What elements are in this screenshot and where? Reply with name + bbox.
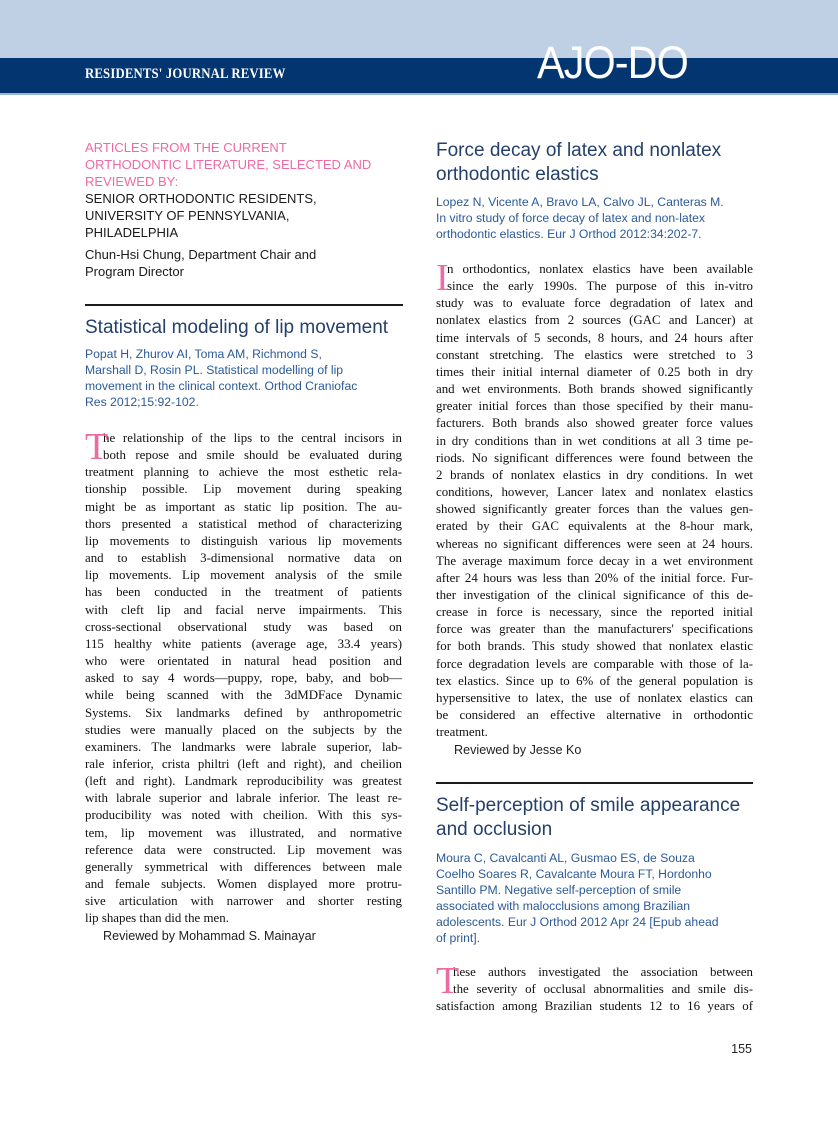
citation-line: Moura C, Cavalcanti AL, Gusmao ES, de Souza [436, 851, 695, 865]
body-line: rale inferior, crista philtri (left and right), and cheilion [85, 756, 402, 771]
body-line: force was greater than the manufacturers' specifications [436, 622, 753, 637]
intro-pink-line: ARTICLES FROM THE CURRENT [85, 140, 287, 155]
divider [85, 304, 403, 306]
article-title [436, 139, 721, 187]
body-line: and wet environments. Both brands showed significantly [436, 382, 753, 397]
drop-cap: T [436, 960, 460, 1002]
intro-chair-line: Chun-Hsi Chung, Department Chair and [85, 247, 317, 262]
body-line: sive articulation with narrower and shorter resting [85, 894, 402, 909]
body-line: generally symmetrical with differences between male [85, 859, 402, 874]
body-line: tionship possible. Lip movement during speaking [85, 482, 402, 497]
body-line: producibility was noted with cheilion. With this sys- [85, 808, 402, 823]
body-line: 2 brands of nonlatex elastics in dry conditions. In wet [436, 467, 753, 482]
body-line: The average maximum force decay in a wet environment [436, 553, 753, 568]
body-line: and to establish 3-dimensional normative data on [85, 551, 402, 566]
intro-block [85, 139, 371, 280]
citation-line: Marshall D, Rosin PL. Statistical modelling of lip [85, 363, 344, 377]
article-title-line: Self-perception of smile appearance [436, 795, 741, 816]
citation-line: In vitro study of force decay of latex and non-latex [436, 211, 705, 225]
article-citation [436, 850, 719, 946]
body-line: both repose and smile should be evaluated during [103, 448, 402, 463]
citation-line: Coelho Soares R, Cavalcante Moura FT, Hordonho [436, 867, 712, 881]
body-line: examiners. The landmarks were labrale superior, lab- [85, 739, 402, 754]
intro-institution-line: UNIVERSITY OF PENNSYLVANIA, [85, 208, 290, 223]
body-line: hese authors investigated the association between [453, 965, 753, 979]
article-title-line: Statistical modeling of lip movement [85, 317, 389, 338]
reviewer-credit: Reviewed by Mohammad S. Mainayar [103, 929, 316, 943]
citation-line: Lopez N, Vicente A, Bravo LA, Calvo JL, Canteras M. [436, 195, 724, 209]
citation-line: of print]. [436, 931, 481, 945]
article-body [436, 960, 753, 1015]
body-line: and female subjects. Women displayed more protru- [85, 877, 402, 892]
citation-line: Popat H, Zhurov AI, Toma AM, Richmond S, [85, 347, 322, 361]
body-line: with labrale superior and labrale inferior. The least re- [85, 791, 402, 806]
header-band-light [0, 0, 838, 58]
article-citation [436, 194, 724, 242]
intro-pink-line: ORTHODONTIC LITERATURE, SELECTED AND [85, 157, 372, 172]
body-line: studies were manually placed on the subjects by the [85, 722, 402, 737]
citation-line: adolescents. Eur J Orthod 2012 Apr 24 [Epub ahead [436, 915, 719, 929]
body-line: (left and right). Landmark reproducibility was greatest [85, 774, 402, 789]
body-line: time intervals of 5 seconds, 8 hours, and 24 hours after [436, 330, 753, 345]
body-line: 115 healthy white patients (average age, 33.4 years) [85, 636, 402, 651]
article-title-line: orthodontic elastics [436, 164, 599, 185]
body-line: force degradation levels are comparable with those of la- [436, 656, 753, 671]
citation-line: Santillo PM. Negative self-perception of smile [436, 883, 682, 897]
body-line: tem, lip movement was illustrated, and normative [85, 825, 402, 840]
body-line: for both brands. This study showed that nonlatex elastic [436, 639, 753, 654]
citation-line: associated with malocclusions among Brazilian [436, 899, 691, 913]
article-body [85, 426, 402, 928]
citation-line: movement in the clinical context. Orthod Craniofac [85, 379, 358, 393]
body-line: reference data were constructed. Lip movement was [85, 842, 402, 857]
body-line: showed significantly greater forces than the values gen- [436, 502, 753, 517]
citation-line: orthodontic elastics. Eur J Orthod 2012:34:202-7. [436, 227, 702, 241]
intro-institution-line: PHILADELPHIA [85, 225, 179, 240]
body-line: satisfaction among Brazilian students 12 to 16 years of [436, 999, 753, 1014]
body-line: conditions, however, Lancer latex and nonlatex elastics [436, 485, 753, 500]
body-line: n orthodontics, nonlatex elastics have been available [447, 262, 753, 276]
article-title-line: Force decay of latex and nonlatex [436, 140, 722, 161]
intro-chair-line: Program Director [85, 264, 184, 279]
body-line: lip movements. Lip movement analysis of the smile [85, 568, 402, 583]
body-line: be considered an effective alternative in orthodontic [436, 708, 753, 723]
journal-logo: AJO-DO [537, 37, 688, 88]
body-line: facturers. Both brands also showed greater force values [436, 416, 753, 431]
page-number: 155 [731, 1042, 752, 1056]
body-line: crease in force is necessary, since the reported initial [436, 605, 753, 620]
body-line: treatment planning to achieve the most esthetic rela- [85, 465, 402, 480]
body-line: cross-sectional observational study was based on [85, 619, 402, 634]
body-line: riods. No significant differences were found between the [436, 450, 753, 465]
body-line: tex elastics. Since up to 6% of the general population is [436, 673, 753, 688]
divider [436, 782, 753, 784]
body-line: since the early 1990s. The purpose of this in-vitro [447, 279, 753, 294]
body-line: with cleft lip and facial nerve impairments. This [85, 602, 402, 617]
intro-institution-line: SENIOR ORTHODONTIC RESIDENTS, [85, 191, 317, 206]
drop-cap: I [436, 257, 449, 299]
body-line: after 24 hours was less than 20% of the initial force. Fur- [436, 570, 753, 585]
body-line: hypersensitive to latex, the use of nonlatex elastics can [436, 690, 753, 705]
body-line: constant stretching. The elastics were stretched to 3 [436, 347, 753, 362]
section-label: RESIDENTS' JOURNAL REVIEW [85, 66, 286, 82]
body-line: who were orientated in natural head position and [85, 654, 402, 669]
body-line: in dry conditions than in wet conditions at all 3 time pe- [436, 433, 753, 448]
intro-pink-line: REVIEWED BY: [85, 174, 179, 189]
body-line: greater initial forces than those specified by their manu- [436, 399, 753, 414]
body-line: has been conducted in the treatment of patients [85, 585, 402, 600]
article-title [436, 794, 740, 842]
body-line: ther investigation of the clinical significance of this de- [436, 587, 753, 602]
body-line: Systems. Six landmarks defined by anthropometric [85, 705, 402, 720]
body-line: nonlatex elastics from 2 sources (GAC and Lancer) at [436, 313, 753, 328]
body-line: lip shapes than did the men. [85, 911, 229, 926]
body-line: whereas no significant differences were seen at 24 hours. [436, 536, 753, 551]
article-title [85, 316, 388, 340]
article-title-line: and occlusion [436, 819, 553, 840]
body-line: he relationship of the lips to the central incisors in [103, 431, 402, 445]
article-body [436, 257, 753, 741]
body-line: the severity of occlusal abnormalities and smile dis- [453, 982, 753, 997]
reviewer-credit: Reviewed by Jesse Ko [454, 743, 582, 757]
drop-cap: T [85, 426, 109, 468]
article-citation [85, 346, 357, 410]
body-line: treatment. [436, 725, 488, 740]
body-line: thors presented a statistical method of characterizing [85, 516, 402, 531]
body-line: times their initial internal diameter of 0.25 both in dry [436, 364, 753, 379]
body-line: might be as important as static lip position. The au- [85, 499, 402, 514]
body-line: while being scanned with the 3dMDFace Dynamic [85, 688, 402, 703]
citation-line: Res 2012;15:92-102. [85, 395, 199, 409]
body-line: asked to say 4 words—puppy, rope, baby, and bob— [85, 671, 402, 686]
body-line: erated by their GAC equivalents at the 8-hour mark, [436, 519, 753, 534]
body-line: study was to evaluate force degradation of latex and [436, 296, 753, 311]
body-line: lip movements to distinguish various lip movements [85, 533, 402, 548]
